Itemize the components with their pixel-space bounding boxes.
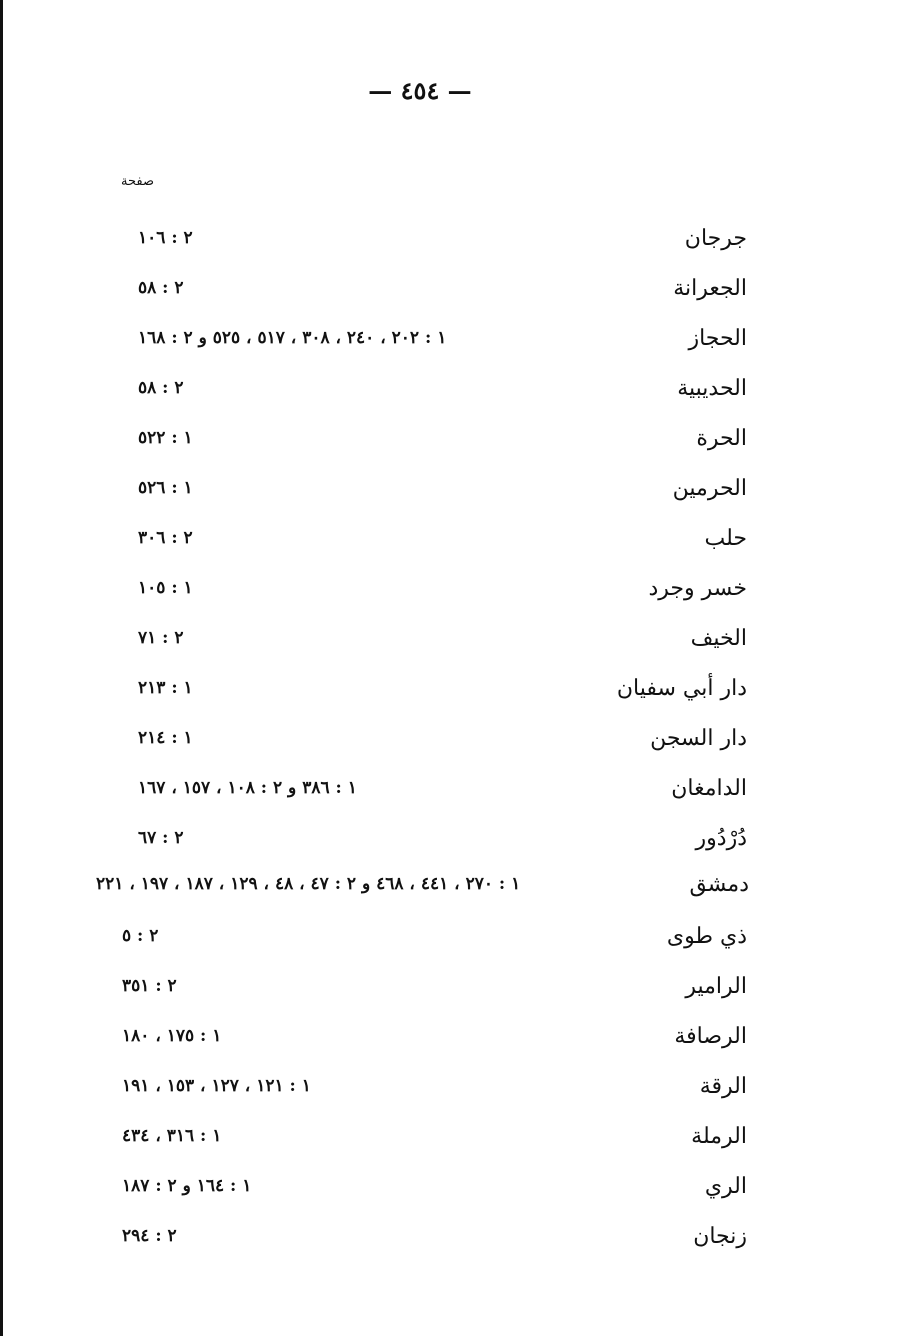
index-entry: [0, 676, 907, 716]
index-entry: [0, 1074, 907, 1114]
index-entry: [0, 326, 907, 366]
page-references: ١ : ١٠٥: [138, 578, 193, 598]
place-name: دار السجن: [650, 726, 747, 751]
place-name: حلب: [704, 526, 747, 551]
place-name: الحجاز: [688, 326, 747, 351]
page-references: ١ : ٢١٣: [138, 678, 193, 698]
index-entry: [0, 826, 907, 866]
page-number: — ٤٥٤ —: [368, 76, 472, 105]
index-entry: [0, 726, 907, 766]
column-label: صفحة: [121, 174, 154, 189]
page-references: ١ : ١٢١ ، ١٢٧ ، ١٥٣ ، ١٩١: [122, 1076, 311, 1096]
index-entry: [0, 1174, 907, 1214]
page-references: ٢ : ٣٠٦: [138, 528, 193, 548]
place-name: دُرْدُور: [695, 826, 747, 851]
place-name: الرصافة: [674, 1024, 747, 1049]
page-references: ١ : ٥٢٢: [138, 428, 193, 448]
place-name: الخيف: [690, 626, 747, 651]
place-name: خسر وجرد: [648, 576, 747, 601]
place-name: الرملة: [691, 1124, 747, 1149]
page-references: ٢ : ٢٩٤: [122, 1226, 177, 1246]
index-entry: [0, 576, 907, 616]
index-entry: [0, 626, 907, 666]
index-entry: [0, 376, 907, 416]
index-entry: [0, 776, 907, 816]
page-references: ١ : ١٧٥ ، ١٨٠: [122, 1026, 222, 1046]
place-name: دار أبي سفيان: [616, 676, 747, 701]
page-references: ٢ : ٣٥١: [122, 976, 177, 996]
index-entry: [0, 1124, 907, 1164]
index-entry: [0, 526, 907, 566]
index-entry: [0, 476, 907, 516]
index-entry: [0, 872, 907, 912]
index-entry: [0, 924, 907, 964]
page-references: ٢ : ٥٨: [138, 278, 184, 298]
place-name: دمشق: [689, 872, 749, 897]
place-name: الري: [704, 1174, 747, 1199]
place-name: الحرة: [696, 426, 747, 451]
index-entry: [0, 426, 907, 466]
place-name: الرقة: [699, 1074, 747, 1099]
index-entry: [0, 1024, 907, 1064]
page-references: ١ : ٣٨٦ و ٢ : ١٠٨ ، ١٥٧ ، ١٦٧: [138, 778, 357, 798]
page-references: ١ : ٢١٤: [138, 728, 193, 748]
index-entry: [0, 226, 907, 266]
index-entry: [0, 974, 907, 1014]
place-name: جرجان: [684, 226, 747, 251]
page-references: ٢ : ٧١: [138, 628, 184, 648]
page-references: ١ : ١٦٤ و ٢ : ١٨٧: [122, 1176, 252, 1196]
page-references: ٢ : ٥٨: [138, 378, 184, 398]
index-entry: [0, 276, 907, 316]
place-name: الرامير: [685, 974, 747, 999]
place-name: الجعرانة: [673, 276, 747, 301]
place-name: الحديبية: [677, 376, 747, 401]
page-references: ٢ : ٥: [122, 926, 159, 946]
page-references: ١ : ٣١٦ ، ٤٣٤: [122, 1126, 222, 1146]
page-references: ١ : ٢٠٢ ، ٢٤٠ ، ٣٠٨ ، ٥١٧ ، ٥٢٥ و ٢ : ١٦٨: [138, 328, 447, 348]
place-name: الدامغان: [671, 776, 747, 801]
place-name: زنجان: [693, 1224, 747, 1249]
page-references: ١ : ٢٧٠ ، ٤٤١ ، ٤٦٨ و ٢ : ٤٧ ، ٤٨ ، ١٢٩ ، ١٨٧ ، ١٩٧ ، ٢٢١: [96, 874, 521, 894]
page-references: ١ : ٥٢٦: [138, 478, 193, 498]
place-name: ذي طوى: [666, 924, 747, 949]
page-references: ٢ : ٦٧: [138, 828, 184, 848]
index-entry: [0, 1224, 907, 1264]
place-name: الحرمين: [672, 476, 747, 501]
page-references: ٢ : ١٠٦: [138, 228, 193, 248]
